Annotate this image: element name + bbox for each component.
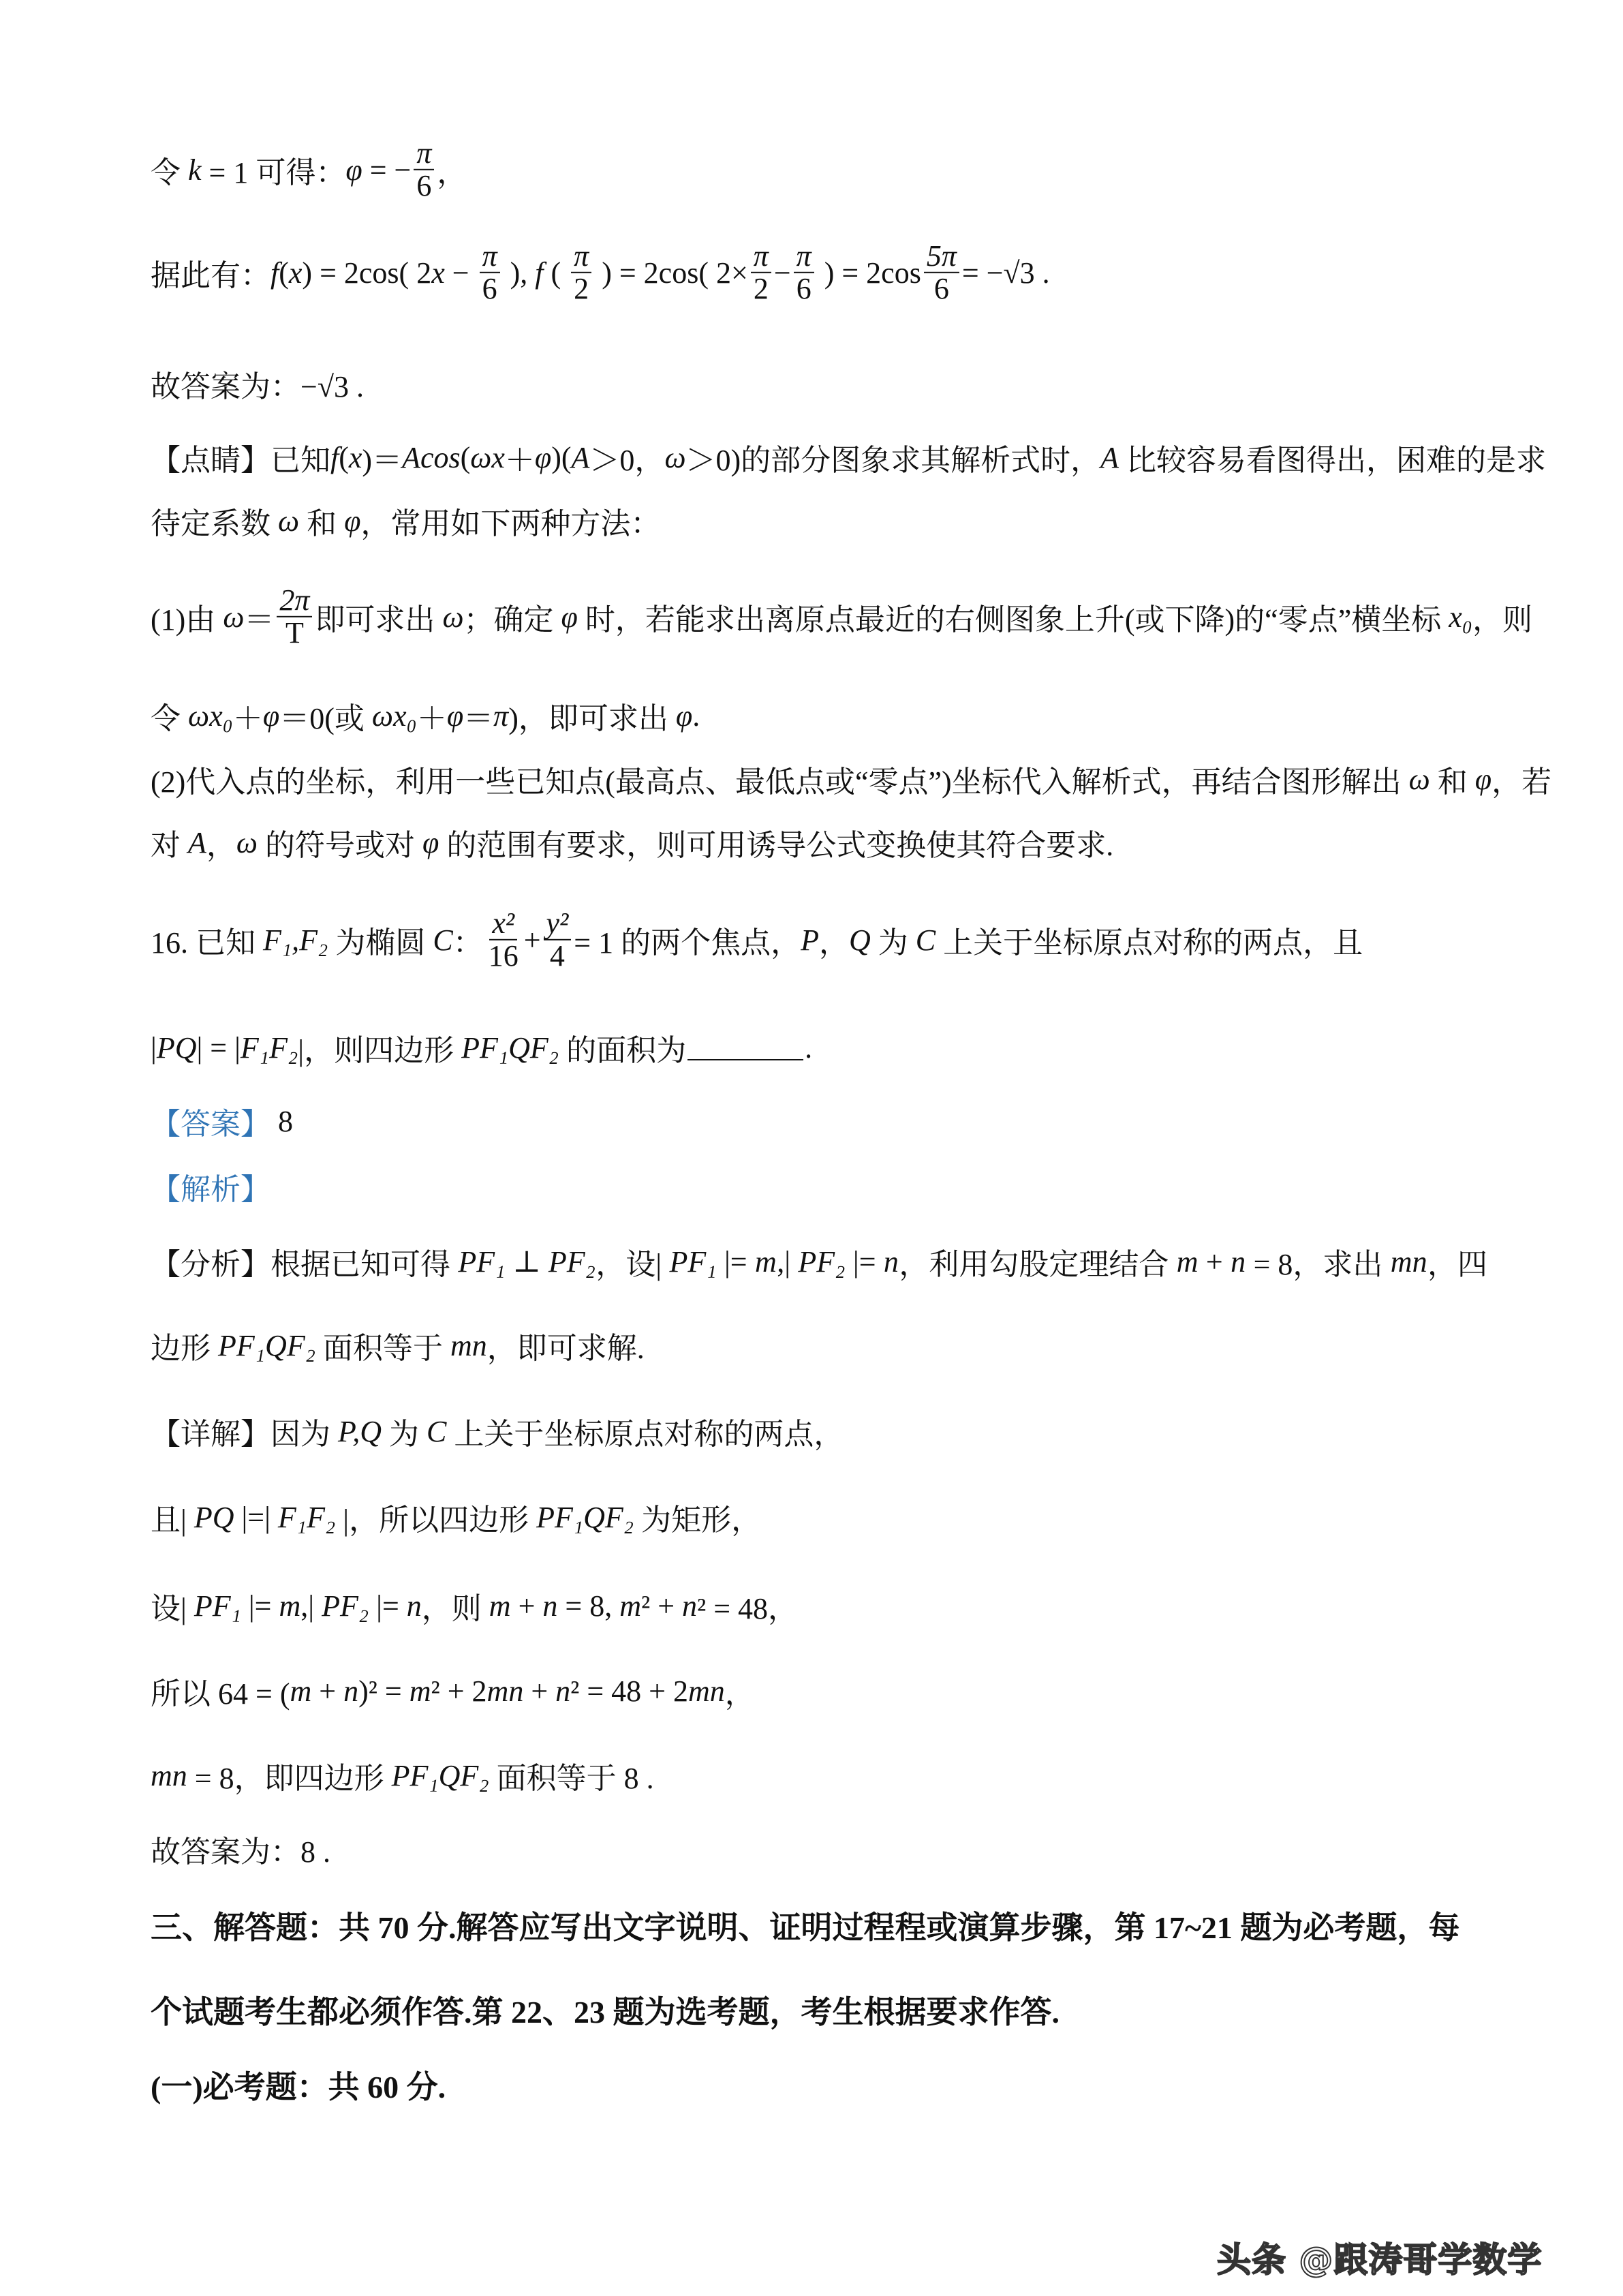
- math-symbol: ω: [664, 440, 686, 474]
- fraction: [544, 908, 572, 972]
- text-span: 为椭圆: [328, 926, 433, 960]
- math-symbol: ωx: [470, 440, 505, 474]
- text-span: ＋: [504, 444, 535, 477]
- math-symbol: m: [409, 1674, 431, 1708]
- text-line: [151, 908, 1363, 972]
- text-span: 据此有：: [151, 259, 270, 292]
- text-span: )² =: [358, 1674, 409, 1708]
- text-span: 时，若能求出离原点最近的右侧图象上升(或下降)的“零点”横坐标: [577, 603, 1449, 637]
- text-span: |=|: [234, 1500, 278, 1534]
- text-line: [151, 1495, 761, 1539]
- text-span: 的范围有要求，则可用诱导公式变换使其符合要求.: [439, 829, 1114, 862]
- text-span: ，则: [421, 1592, 489, 1625]
- math-symbol: φ: [422, 825, 439, 859]
- text-span: ＝0(或: [279, 702, 372, 735]
- denominator: 2: [574, 272, 589, 305]
- math-symbol: n: [555, 1674, 571, 1708]
- math-symbol: P: [801, 923, 819, 957]
- text-span: ，常用如下两种方法：: [360, 507, 661, 540]
- text-span: 8: [270, 1104, 293, 1138]
- text-span: = 8，即四边形: [187, 1762, 392, 1795]
- math-symbol: x₀: [1449, 600, 1473, 634]
- text-line: [151, 1754, 654, 1797]
- math-symbol: A: [402, 440, 420, 474]
- fraction: [571, 241, 591, 305]
- math-symbol: PF₁: [194, 1589, 241, 1623]
- numerator: x²: [489, 908, 517, 940]
- text-span: |=: [241, 1589, 279, 1623]
- math-symbol: φ: [344, 504, 361, 538]
- math-symbol: PF₁QF₂: [536, 1500, 634, 1534]
- text-line: [151, 1409, 844, 1453]
- text-line: [151, 1026, 812, 1069]
- text-span: = −: [362, 153, 412, 187]
- math-symbol: cos: [420, 440, 461, 474]
- math-symbol: f: [330, 440, 339, 474]
- text-span: 上关于坐标原点对称的两点，: [446, 1418, 844, 1451]
- math-symbol: F₁F₂: [240, 1030, 298, 1065]
- watermark: 头条 @跟涛哥学数学: [1217, 2240, 1543, 2280]
- text-span: 面积等于: [315, 1332, 450, 1365]
- text-line: [151, 583, 1533, 649]
- math-symbol: n: [883, 1244, 899, 1279]
- text-span: (: [543, 256, 569, 290]
- text-span: 边形: [151, 1332, 218, 1365]
- text-span: 且|: [151, 1503, 194, 1537]
- text-line: [151, 1827, 330, 1871]
- denominator: 2: [753, 272, 769, 305]
- text-span: ) = 2cos( 2×: [594, 256, 748, 290]
- text-span: 设|: [151, 1592, 194, 1625]
- text-span: 为矩形，: [634, 1503, 762, 1537]
- math-symbol: x: [288, 256, 303, 290]
- math-symbol: m: [1176, 1244, 1199, 1279]
- math-symbol: PF₁: [669, 1244, 717, 1279]
- text-span: = 1 可得：: [201, 156, 346, 189]
- math-symbol: f: [535, 256, 544, 290]
- text-span: 【点睛】已知: [151, 444, 330, 477]
- denominator: 6: [416, 169, 432, 202]
- text-span: |=: [716, 1244, 755, 1279]
- text-span: ，: [437, 156, 467, 189]
- text-line: [151, 1987, 1060, 2032]
- math-symbol: mn: [1390, 1244, 1427, 1279]
- numerator: 5π: [924, 241, 959, 273]
- text-span: 面积等于 8 .: [489, 1762, 654, 1795]
- denominator: 6: [482, 272, 497, 305]
- math-symbol: n: [542, 1589, 558, 1623]
- numerator: 2π: [277, 585, 312, 617]
- math-symbol: mn: [450, 1328, 487, 1362]
- math-symbol: PQ: [194, 1500, 234, 1534]
- math-symbol: φ: [446, 699, 464, 733]
- text-span: ＝: [244, 603, 275, 637]
- text-span: | = |: [196, 1030, 241, 1065]
- text-span: (: [460, 440, 471, 474]
- text-span: (: [339, 440, 349, 474]
- text-span: ，: [819, 926, 849, 960]
- numerator: π: [480, 241, 500, 273]
- math-symbol: φ: [262, 699, 280, 733]
- text-span: ² = 48，: [697, 1592, 799, 1625]
- text-line: [151, 138, 467, 202]
- text-span: (: [279, 256, 289, 290]
- math-symbol: ω: [442, 600, 464, 634]
- text-span: ,|: [300, 1589, 322, 1623]
- math-symbol: f: [270, 256, 279, 290]
- text-span: ，: [724, 1677, 755, 1711]
- text-span: |: [151, 1030, 157, 1065]
- math-symbol: φ: [675, 699, 693, 733]
- fraction: [486, 908, 521, 972]
- text-span: 【分析】根据已知可得: [151, 1248, 458, 1281]
- math-symbol: mn: [687, 1674, 725, 1708]
- text-span: = −√3 .: [961, 256, 1050, 290]
- fraction: [414, 138, 434, 202]
- denominator: 6: [933, 272, 949, 305]
- numerator: π: [751, 241, 771, 273]
- text-span: 对: [151, 829, 188, 862]
- text-span: ，即可求解.: [486, 1332, 645, 1365]
- text-line: [151, 1669, 755, 1713]
- text-span: 为: [381, 1418, 427, 1451]
- math-symbol: PF₂: [322, 1589, 369, 1623]
- section-label: 【解析】: [151, 1173, 270, 1206]
- text-span: ² +: [641, 1589, 683, 1623]
- math-symbol: m: [755, 1244, 777, 1279]
- text-span: 即可求出: [315, 603, 443, 637]
- text-span: |=: [369, 1589, 407, 1623]
- math-symbol: PF₂: [798, 1244, 846, 1279]
- math-symbol: PF₁QF₂: [391, 1758, 489, 1792]
- math-symbol: n: [682, 1589, 698, 1623]
- math-symbol: ω: [278, 504, 300, 538]
- text-line: [151, 694, 700, 737]
- text-span: = 8，求出: [1246, 1248, 1391, 1281]
- text-span: 的符号或对: [257, 829, 422, 862]
- text-span: |=: [845, 1244, 884, 1279]
- fraction: [924, 241, 959, 305]
- text-span: 令: [151, 702, 188, 735]
- text-line: [151, 1584, 798, 1627]
- text-line: [151, 241, 1050, 305]
- numerator: π: [571, 241, 591, 273]
- text-span: ) = 2cos: [816, 256, 921, 290]
- text-span: ；确定: [463, 603, 561, 637]
- text-span: |，则四边形: [298, 1034, 462, 1067]
- text-line: [151, 362, 364, 405]
- math-symbol: PQ: [156, 1030, 197, 1065]
- text-span: (1)由: [151, 603, 223, 637]
- math-symbol: C: [433, 923, 453, 957]
- math-symbol: π: [493, 699, 509, 733]
- math-symbol: PF₁QF₂: [218, 1328, 315, 1362]
- text-span: 故答案为：−√3 .: [151, 370, 364, 403]
- text-span: 的面积为: [559, 1034, 687, 1067]
- math-symbol: φ: [534, 440, 552, 474]
- math-symbol: φ: [561, 600, 578, 634]
- math-symbol: Q: [849, 923, 871, 957]
- text-span: .: [692, 699, 700, 733]
- text-line: [151, 1240, 1487, 1283]
- text-span: 上关于坐标原点对称的两点，且: [936, 926, 1363, 960]
- fraction: [480, 241, 500, 305]
- text-span: 所以 64 = (: [151, 1677, 290, 1711]
- text-span: .: [805, 1030, 813, 1065]
- text-span: 故答案为：8 .: [151, 1835, 330, 1869]
- text-span: +: [510, 1589, 543, 1623]
- text-span: 【详解】因为: [151, 1418, 338, 1451]
- text-span: 令: [151, 156, 188, 189]
- fraction: [277, 585, 312, 649]
- text-span: +: [523, 923, 541, 957]
- text-span: ) = 2cos( 2: [302, 256, 432, 290]
- math-symbol: A: [1100, 440, 1119, 474]
- text-span: ，若: [1491, 765, 1552, 799]
- text-span: (一)必考题：共 60 分.: [151, 2070, 446, 2104]
- math-symbol: φ: [345, 153, 362, 187]
- text-line: [151, 821, 1113, 864]
- text-line: [151, 757, 1552, 801]
- text-span: 和: [299, 507, 345, 540]
- section-label: 【答案】: [151, 1107, 270, 1141]
- denominator: 6: [796, 272, 812, 305]
- math-symbol: m: [619, 1589, 641, 1623]
- denominator: T: [285, 616, 304, 649]
- text-span: 比较容易看图得出，困难的是求: [1119, 444, 1547, 477]
- text-span: +: [1198, 1244, 1231, 1279]
- text-span: −: [444, 256, 477, 290]
- math-symbol: n: [1231, 1244, 1246, 1279]
- text-line: [151, 1099, 293, 1143]
- numerator: y²: [544, 908, 572, 940]
- text-span: )＝: [362, 444, 403, 477]
- math-symbol: mn: [486, 1674, 524, 1708]
- text-span: = 1 的两个焦点，: [574, 926, 801, 960]
- fraction: [751, 241, 771, 305]
- math-symbol: F₁,F₂: [263, 923, 328, 957]
- math-symbol: F₁F₂: [277, 1500, 336, 1534]
- text-span: ，设|: [596, 1248, 670, 1281]
- math-symbol: mn: [151, 1758, 187, 1792]
- text-span: ＋: [232, 702, 263, 735]
- text-span: (2)代入点的坐标，利用一些已知点(最高点、最低点或“零点”)坐标代入解析式，再结合图形解出: [151, 765, 1409, 799]
- text-span: +: [311, 1674, 344, 1708]
- text-span: ：: [452, 926, 483, 960]
- math-symbol: φ: [1474, 762, 1492, 796]
- text-span: |，所以四边形: [335, 1503, 537, 1537]
- text-span: ＞0，: [589, 444, 665, 477]
- text-line: [151, 1323, 645, 1367]
- math-symbol: C: [426, 1414, 447, 1448]
- math-symbol: ω: [223, 600, 245, 634]
- text-span: 为: [870, 926, 916, 960]
- text-line: [151, 1903, 1487, 1948]
- text-span: ² + 2: [431, 1674, 487, 1708]
- text-span: ＝: [463, 702, 494, 735]
- math-symbol: ω: [1408, 762, 1430, 796]
- text-line: [151, 2062, 446, 2107]
- math-symbol: m: [279, 1589, 301, 1623]
- text-span: ＋: [416, 702, 447, 735]
- text-span: 16. 已知: [151, 926, 263, 960]
- numerator: π: [414, 138, 434, 170]
- text-span: 和: [1429, 765, 1475, 799]
- text-span: −: [773, 256, 791, 290]
- numerator: π: [794, 241, 814, 273]
- math-symbol: ωx₀: [371, 699, 417, 733]
- text-span: = 8,: [557, 1589, 620, 1623]
- text-span: ,|: [777, 1244, 799, 1279]
- text-span: )(: [551, 440, 572, 474]
- text-span: ＞0)的部分图象求其解析式时，: [685, 444, 1101, 477]
- math-symbol: A: [571, 440, 590, 474]
- math-symbol: PF₁QF₂: [461, 1030, 559, 1065]
- text-span: ，四: [1427, 1248, 1487, 1281]
- fraction: [794, 241, 814, 305]
- text-span: ，则: [1472, 603, 1533, 637]
- text-line: [151, 435, 1547, 479]
- text-span: ，利用勾股定理结合: [899, 1248, 1177, 1281]
- text-span: ² = 48 + 2: [570, 1674, 688, 1708]
- math-symbol: m: [489, 1589, 511, 1623]
- text-span: )，即可求出: [508, 702, 676, 735]
- math-symbol: k: [188, 153, 202, 187]
- math-symbol: PF₁ ⊥ PF₂: [458, 1244, 596, 1279]
- math-symbol: x: [431, 256, 445, 290]
- math-symbol: n: [406, 1589, 422, 1623]
- text-span: 三、解答题：共 70 分.解答应写出文字说明、证明过程程或演算步骤，第 17~21 题为必考题，每: [151, 1910, 1460, 1945]
- text-span: ，: [206, 829, 236, 862]
- math-symbol: x: [348, 440, 362, 474]
- text-span: 待定系数: [151, 507, 278, 540]
- denominator: 4: [549, 939, 565, 973]
- math-symbol: A: [188, 825, 206, 859]
- text-span: ),: [502, 256, 536, 290]
- math-symbol: ωx₀: [188, 699, 233, 733]
- text-line: [151, 1165, 270, 1208]
- math-symbol: n: [343, 1674, 359, 1708]
- answer-blank: [687, 1035, 803, 1060]
- denominator: 16: [488, 939, 519, 973]
- text-line: [151, 499, 660, 542]
- math-symbol: m: [290, 1674, 312, 1708]
- text-span: +: [523, 1674, 556, 1708]
- math-symbol: C: [915, 923, 936, 957]
- math-symbol: ω: [236, 825, 258, 859]
- math-symbol: P,Q: [338, 1414, 382, 1448]
- text-span: 个试题考生都必须作答.第 22、23 题为选考题，考生根据要求作答.: [151, 1995, 1060, 2030]
